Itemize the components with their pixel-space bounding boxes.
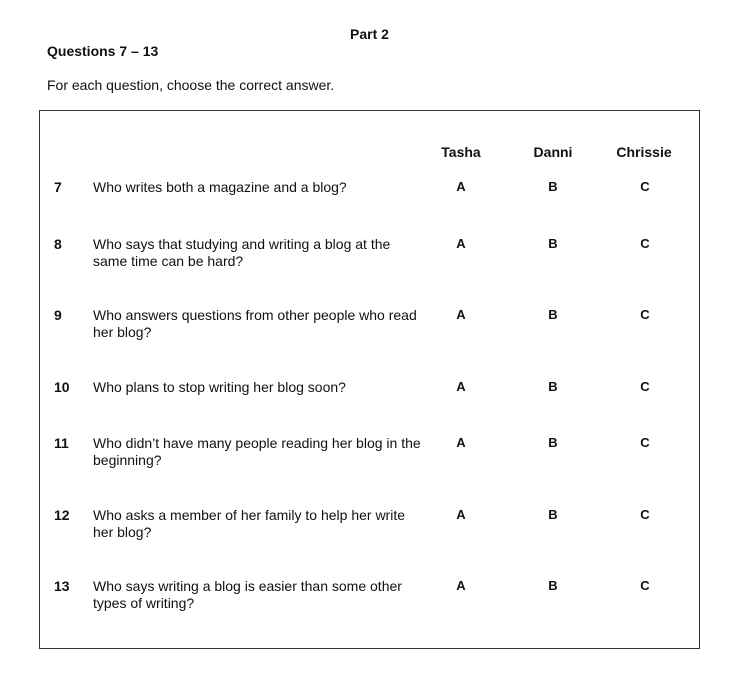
question-text: Who says that studying and writing a blog at the same time can be hard?: [93, 236, 391, 269]
option-c[interactable]: C: [640, 435, 650, 450]
question-number: 12: [54, 507, 70, 523]
part-title: [0, 26, 747, 42]
option-a[interactable]: A: [456, 435, 466, 450]
question-text: Who asks a member of her family to help her write her blog?: [93, 507, 406, 540]
option-c[interactable]: C: [640, 507, 650, 522]
option-c[interactable]: C: [640, 236, 650, 251]
option-c[interactable]: C: [640, 307, 650, 322]
question-number: 7: [54, 179, 62, 195]
option-a[interactable]: A: [456, 507, 466, 522]
column-header-chrissie: Chrissie: [616, 144, 672, 160]
part-title-text: Part 2: [350, 26, 389, 42]
question-text: Who answers questions from other people who read her blog?: [93, 307, 417, 340]
questions-heading: Questions 7 – 13: [47, 43, 159, 59]
question-text: Who writes both a magazine and a blog?: [93, 179, 347, 195]
option-b[interactable]: B: [548, 179, 558, 194]
question-number: 11: [54, 435, 69, 451]
option-a[interactable]: A: [456, 379, 466, 394]
question-number: 8: [54, 236, 62, 252]
option-a[interactable]: A: [456, 307, 466, 322]
option-b[interactable]: B: [548, 507, 558, 522]
option-b[interactable]: B: [548, 578, 558, 593]
option-a[interactable]: A: [456, 578, 466, 593]
option-c[interactable]: C: [640, 578, 650, 593]
option-b[interactable]: B: [548, 435, 558, 450]
option-c[interactable]: C: [640, 379, 650, 394]
column-header-danni: Danni: [533, 144, 573, 160]
question-number: 13: [54, 578, 70, 594]
question-number: 10: [54, 379, 70, 395]
option-b[interactable]: B: [548, 379, 558, 394]
option-c[interactable]: C: [640, 179, 650, 194]
instruction-text: For each question, choose the correct answer.: [47, 77, 335, 93]
option-b[interactable]: B: [548, 236, 558, 251]
question-text: Who says writing a blog is easier than some other types of writing?: [93, 578, 402, 611]
column-header-tasha: Tasha: [441, 144, 481, 160]
question-text: Who didn’t have many people reading her blog in the beginning?: [93, 435, 421, 468]
question-text: Who plans to stop writing her blog soon?: [93, 379, 346, 395]
question-number: 9: [54, 307, 62, 323]
option-a[interactable]: A: [456, 179, 466, 194]
option-a[interactable]: A: [456, 236, 466, 251]
option-b[interactable]: B: [548, 307, 558, 322]
